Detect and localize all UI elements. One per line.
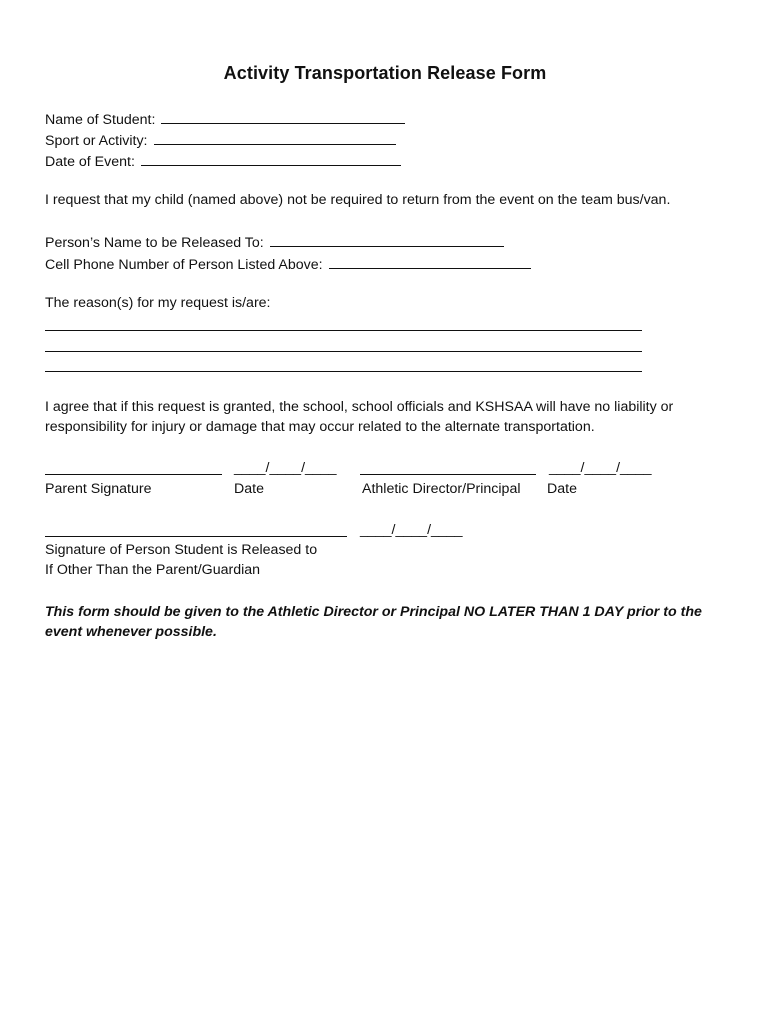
cell-phone-row bbox=[45, 254, 531, 274]
reason-line-2[interactable] bbox=[45, 351, 642, 352]
released-to-field[interactable] bbox=[270, 232, 504, 247]
student-name-label: Name of Student: bbox=[45, 112, 156, 128]
submission-notice: This form should be given to the Athletic Director or Principal NO LATER THAN 1 DAY prior to the event whenever possible. bbox=[45, 604, 702, 640]
released-person-signature-label-1: Signature of Person Student is Released to bbox=[45, 542, 318, 558]
parent-signature-line[interactable] bbox=[45, 474, 222, 475]
director-signature-label: Athletic Director/Principal bbox=[362, 481, 521, 497]
student-name-row bbox=[45, 109, 405, 129]
event-date-label: Date of Event: bbox=[45, 154, 135, 170]
request-statement: I request that my child (named above) not be required to return from the event on the team bus/van. bbox=[45, 192, 671, 208]
director-date-field[interactable]: ____/____/____ bbox=[549, 460, 652, 476]
event-date-row bbox=[45, 151, 401, 171]
form-title: Activity Transportation Release Form bbox=[223, 63, 547, 83]
parent-signature-label: Parent Signature bbox=[45, 481, 152, 497]
parent-date-label: Date bbox=[234, 481, 264, 497]
parent-date-field[interactable]: ____/____/____ bbox=[234, 460, 337, 476]
released-person-date-field[interactable]: ____/____/____ bbox=[360, 522, 463, 538]
released-to-row bbox=[45, 232, 504, 252]
sport-row bbox=[45, 130, 396, 150]
sport-label: Sport or Activity: bbox=[45, 133, 148, 149]
director-date-label: Date bbox=[547, 481, 577, 497]
released-person-signature-label-2: If Other Than the Parent/Guardian bbox=[45, 562, 261, 578]
cell-phone-label: Cell Phone Number of Person Listed Above: bbox=[45, 257, 323, 273]
event-date-field[interactable] bbox=[141, 151, 401, 166]
reasons-label: The reason(s) for my request is/are: bbox=[45, 295, 271, 311]
cell-phone-field[interactable] bbox=[329, 254, 531, 269]
director-signature-line[interactable] bbox=[360, 474, 536, 475]
released-person-signature-line[interactable] bbox=[45, 536, 347, 537]
reason-line-1[interactable] bbox=[45, 330, 642, 331]
released-to-label: Person’s Name to be Released To: bbox=[45, 235, 264, 251]
agreement-text: I agree that if this request is granted, the school, school officials and KSHSAA will have no liability or responsibility for injury or damage that may occur related to the alternate transportation. bbox=[45, 399, 674, 435]
student-name-field[interactable] bbox=[161, 109, 405, 124]
sport-field[interactable] bbox=[154, 130, 396, 145]
reason-line-3[interactable] bbox=[45, 371, 642, 372]
